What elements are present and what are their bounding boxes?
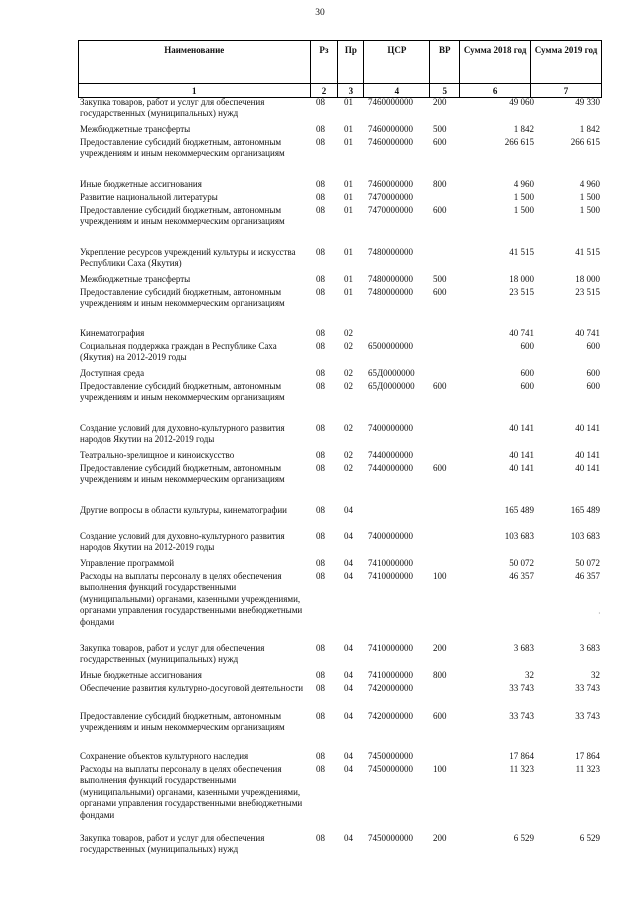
row-rz: 08 — [316, 328, 325, 338]
row-vr: 500 — [433, 274, 447, 284]
row-pr: 04 — [344, 751, 353, 761]
row-name: Обеспечение развития культурно-досуговой деятельности — [80, 683, 304, 693]
row-csr: 7410000000 — [368, 571, 413, 581]
row-csr: 7460000000 — [368, 97, 413, 107]
row-sum-2019: 33 743 — [575, 711, 600, 721]
row-sum-2018: 40 141 — [509, 423, 534, 433]
row-pr: 01 — [344, 179, 353, 189]
row-sum-2018: 11 323 — [509, 764, 534, 774]
row-vr: 600 — [433, 137, 447, 147]
row-sum-2018: 49 060 — [509, 97, 534, 107]
row-pr: 02 — [344, 463, 353, 473]
row-pr: 04 — [344, 571, 353, 581]
row-pr: 04 — [344, 643, 353, 653]
row-rz: 08 — [316, 558, 325, 568]
row-rz: 08 — [316, 670, 325, 680]
row-rz: 08 — [316, 247, 325, 257]
header-name: Наименование — [79, 41, 311, 84]
row-name: Создание условий для духовно-культурного развития народов Якутии на 2012-2019 годы — [80, 423, 285, 445]
row-name: Управление программой — [80, 558, 175, 568]
row-sum-2019: 165 489 — [570, 505, 600, 515]
row-vr: 800 — [433, 670, 447, 680]
header-col-number: 6 — [460, 84, 531, 98]
row-pr: 02 — [344, 341, 353, 351]
row-sum-2019: 41 515 — [575, 247, 600, 257]
row-name: Иные бюджетные ассигнования — [80, 179, 202, 189]
header-col-number: 3 — [338, 84, 364, 98]
row-rz: 08 — [316, 643, 325, 653]
row-csr: 7460000000 — [368, 179, 413, 189]
row-sum-2019: 18 000 — [575, 274, 600, 284]
row-name: Предоставление субсидий бюджетным, автономным учреждениям и иным некоммерческим организациям — [80, 287, 285, 309]
row-rz: 08 — [316, 137, 325, 147]
row-sum-2019: 33 743 — [575, 683, 600, 693]
row-pr: 01 — [344, 124, 353, 134]
row-csr: 7470000000 — [368, 205, 413, 215]
row-csr: 7460000000 — [368, 137, 413, 147]
row-csr: 7420000000 — [368, 683, 413, 693]
row-name: Развитие национальной литературы — [80, 192, 218, 202]
row-rz: 08 — [316, 368, 325, 378]
row-pr: 04 — [344, 764, 353, 774]
row-sum-2018: 40 141 — [509, 450, 534, 460]
row-rz: 08 — [316, 423, 325, 433]
row-sum-2018: 165 489 — [504, 505, 534, 515]
row-sum-2018: 4 960 — [513, 179, 534, 189]
row-name: Межбюджетные трансферты — [80, 274, 191, 284]
header-vr: ВР — [430, 41, 460, 84]
row-csr: 7400000000 — [368, 531, 413, 541]
row-rz: 08 — [316, 179, 325, 189]
row-csr: 7480000000 — [368, 247, 413, 257]
row-name: Создание условий для духовно-культурного развития народов Якутии на 2012-2019 годы — [80, 531, 285, 553]
row-name: Другие вопросы в области культуры, кинематографии — [80, 505, 287, 515]
row-pr: 01 — [344, 205, 353, 215]
row-sum-2018: 40 741 — [509, 328, 534, 338]
row-name: Иные бюджетные ассигнования — [80, 670, 202, 680]
row-sum-2019: 600 — [586, 341, 600, 351]
header-col-number: 7 — [531, 84, 602, 98]
row-rz: 08 — [316, 751, 325, 761]
table-header — [78, 40, 602, 98]
row-sum-2018: 3 683 — [513, 643, 534, 653]
row-sum-2019: 40 741 — [575, 328, 600, 338]
row-sum-2018: 600 — [520, 368, 534, 378]
header-csr: ЦСР — [364, 41, 430, 84]
row-sum-2018: 33 743 — [509, 683, 534, 693]
row-sum-2019: 6 529 — [579, 833, 600, 843]
row-sum-2019: 1 500 — [579, 192, 600, 202]
row-pr: 04 — [344, 711, 353, 721]
row-sum-2019: 103 683 — [570, 531, 600, 541]
header-sum-2018: Сумма 2018 год — [460, 41, 531, 84]
row-name: Закупка товаров, работ и услуг для обеспечения государственных (муниципальных) нужд — [80, 643, 265, 665]
row-csr: 7420000000 — [368, 711, 413, 721]
row-sum-2018: 23 515 — [509, 287, 534, 297]
row-pr: 01 — [344, 192, 353, 202]
row-pr: 02 — [344, 328, 353, 338]
row-sum-2019: 4 960 — [579, 179, 600, 189]
row-vr: 500 — [433, 124, 447, 134]
row-name: Расходы на выплаты персоналу в целях обеспечения выполнения функций государственными (муниципальными) органами, казенными учреждениями, органами управления государственными внебюджетными фондами — [80, 764, 303, 820]
row-csr: 7440000000 — [368, 450, 413, 460]
row-csr: 65Д0000000 — [368, 368, 415, 378]
row-csr: 6500000000 — [368, 341, 413, 351]
row-sum-2019: 23 515 — [575, 287, 600, 297]
row-csr: 7450000000 — [368, 833, 413, 843]
row-vr: 100 — [433, 764, 447, 774]
row-rz: 08 — [316, 531, 325, 541]
row-name: Кинематография — [80, 328, 145, 338]
row-name: Укрепление ресурсов учреждений культуры и искусства Республики Саха (Якутия) — [80, 247, 296, 269]
row-sum-2018: 17 864 — [509, 751, 534, 761]
row-vr: 200 — [433, 97, 447, 107]
row-pr: 02 — [344, 368, 353, 378]
row-csr: 7460000000 — [368, 124, 413, 134]
row-name: Доступная среда — [80, 368, 145, 378]
row-vr: 200 — [433, 833, 447, 843]
row-sum-2019: 32 — [591, 670, 600, 680]
row-sum-2018: 1 500 — [513, 205, 534, 215]
row-sum-2019: 49 330 — [575, 97, 600, 107]
row-rz: 08 — [316, 571, 325, 581]
row-csr: 7400000000 — [368, 423, 413, 433]
row-csr: 7410000000 — [368, 670, 413, 680]
scan-mark: · — [598, 609, 601, 618]
header-rz: Рз — [310, 41, 338, 84]
row-sum-2019: 40 141 — [575, 463, 600, 473]
row-sum-2018: 32 — [525, 670, 534, 680]
row-name: Закупка товаров, работ и услуг для обеспечения государственных (муниципальных) нужд — [80, 833, 265, 855]
row-sum-2018: 50 072 — [509, 558, 534, 568]
row-pr: 01 — [344, 137, 353, 147]
row-vr: 100 — [433, 571, 447, 581]
row-pr: 04 — [344, 558, 353, 568]
row-name: Предоставление субсидий бюджетным, автономным учреждениям и иным некоммерческим организациям — [80, 381, 285, 403]
row-sum-2018: 1 500 — [513, 192, 534, 202]
row-pr: 04 — [344, 833, 353, 843]
header-col-number: 5 — [430, 84, 460, 98]
row-rz: 08 — [316, 833, 325, 843]
row-name: Театрально-зрелищное и киноискусство — [80, 450, 235, 460]
row-sum-2019: 40 141 — [575, 423, 600, 433]
header-col-number: 2 — [310, 84, 338, 98]
row-csr: 7410000000 — [368, 558, 413, 568]
row-rz: 08 — [316, 764, 325, 774]
row-sum-2019: 50 072 — [575, 558, 600, 568]
row-vr: 600 — [433, 287, 447, 297]
header-col-number: 4 — [364, 84, 430, 98]
row-name: Предоставление субсидий бюджетным, автономным учреждениям и иным некоммерческим организациям — [80, 463, 285, 485]
row-sum-2019: 600 — [586, 368, 600, 378]
row-name: Предоставление субсидий бюджетным, автономным учреждениям и иным некоммерческим организациям — [80, 137, 285, 159]
row-sum-2018: 103 683 — [504, 531, 534, 541]
row-pr: 04 — [344, 505, 353, 515]
row-name: Предоставление субсидий бюджетным, автономным учреждениям и иным некоммерческим организациям — [80, 205, 285, 227]
row-sum-2018: 41 515 — [509, 247, 534, 257]
row-sum-2019: 3 683 — [579, 643, 600, 653]
row-rz: 08 — [316, 683, 325, 693]
row-vr: 600 — [433, 205, 447, 215]
row-name: Закупка товаров, работ и услуг для обеспечения государственных (муниципальных) нужд — [80, 97, 265, 119]
row-csr: 7470000000 — [368, 192, 413, 202]
row-sum-2018: 266 615 — [504, 137, 534, 147]
row-pr: 02 — [344, 381, 353, 391]
row-vr: 600 — [433, 381, 447, 391]
row-pr: 01 — [344, 247, 353, 257]
row-sum-2019: 600 — [586, 381, 600, 391]
row-rz: 08 — [316, 205, 325, 215]
row-rz: 08 — [316, 274, 325, 284]
row-vr: 800 — [433, 179, 447, 189]
row-csr: 7410000000 — [368, 643, 413, 653]
row-rz: 08 — [316, 97, 325, 107]
row-csr: 7480000000 — [368, 274, 413, 284]
row-csr: 7450000000 — [368, 751, 413, 761]
row-pr: 01 — [344, 287, 353, 297]
row-vr: 200 — [433, 643, 447, 653]
row-sum-2019: 1 842 — [579, 124, 600, 134]
row-sum-2019: 17 864 — [575, 751, 600, 761]
row-name: Расходы на выплаты персоналу в целях обеспечения выполнения функций государственными (муниципальными) органами, казенными учреждениями, органами управления государственными внебюджетными фондами — [80, 571, 303, 627]
row-sum-2018: 40 141 — [509, 463, 534, 473]
header-col-number: 1 — [79, 84, 311, 98]
row-rz: 08 — [316, 124, 325, 134]
row-sum-2019: 40 141 — [575, 450, 600, 460]
row-pr: 02 — [344, 450, 353, 460]
row-pr: 02 — [344, 423, 353, 433]
row-sum-2018: 600 — [520, 341, 534, 351]
row-vr: 600 — [433, 463, 447, 473]
row-sum-2018: 1 842 — [513, 124, 534, 134]
header-pr: Пр — [338, 41, 364, 84]
row-csr: 7480000000 — [368, 287, 413, 297]
header-sum-2019: Сумма 2019 год — [531, 41, 602, 84]
row-name: Социальная поддержка граждан в Республике Саха (Якутия) на 2012-2019 годы — [80, 341, 277, 363]
row-vr: 600 — [433, 711, 447, 721]
row-name: Сохранение объектов культурного наследия — [80, 751, 249, 761]
row-rz: 08 — [316, 711, 325, 721]
row-pr: 01 — [344, 274, 353, 284]
row-csr: 7450000000 — [368, 764, 413, 774]
row-name: Межбюджетные трансферты — [80, 124, 191, 134]
row-pr: 04 — [344, 531, 353, 541]
row-sum-2019: 46 357 — [575, 571, 600, 581]
row-pr: 04 — [344, 683, 353, 693]
row-csr: 7440000000 — [368, 463, 413, 473]
row-sum-2019: 1 500 — [579, 205, 600, 215]
row-rz: 08 — [316, 192, 325, 202]
row-pr: 01 — [344, 97, 353, 107]
row-sum-2018: 6 529 — [513, 833, 534, 843]
row-name: Предоставление субсидий бюджетным, автономным учреждениям и иным некоммерческим организациям — [80, 711, 285, 733]
row-rz: 08 — [316, 463, 325, 473]
row-rz: 08 — [316, 381, 325, 391]
row-rz: 08 — [316, 505, 325, 515]
row-sum-2019: 266 615 — [570, 137, 600, 147]
row-rz: 08 — [316, 450, 325, 460]
row-sum-2019: 11 323 — [575, 764, 600, 774]
row-rz: 08 — [316, 287, 325, 297]
row-csr: 65Д0000000 — [368, 381, 415, 391]
row-sum-2018: 18 000 — [509, 274, 534, 284]
row-pr: 04 — [344, 670, 353, 680]
row-sum-2018: 600 — [520, 381, 534, 391]
page-number: 30 — [315, 8, 325, 18]
row-rz: 08 — [316, 341, 325, 351]
row-sum-2018: 33 743 — [509, 711, 534, 721]
row-sum-2018: 46 357 — [509, 571, 534, 581]
